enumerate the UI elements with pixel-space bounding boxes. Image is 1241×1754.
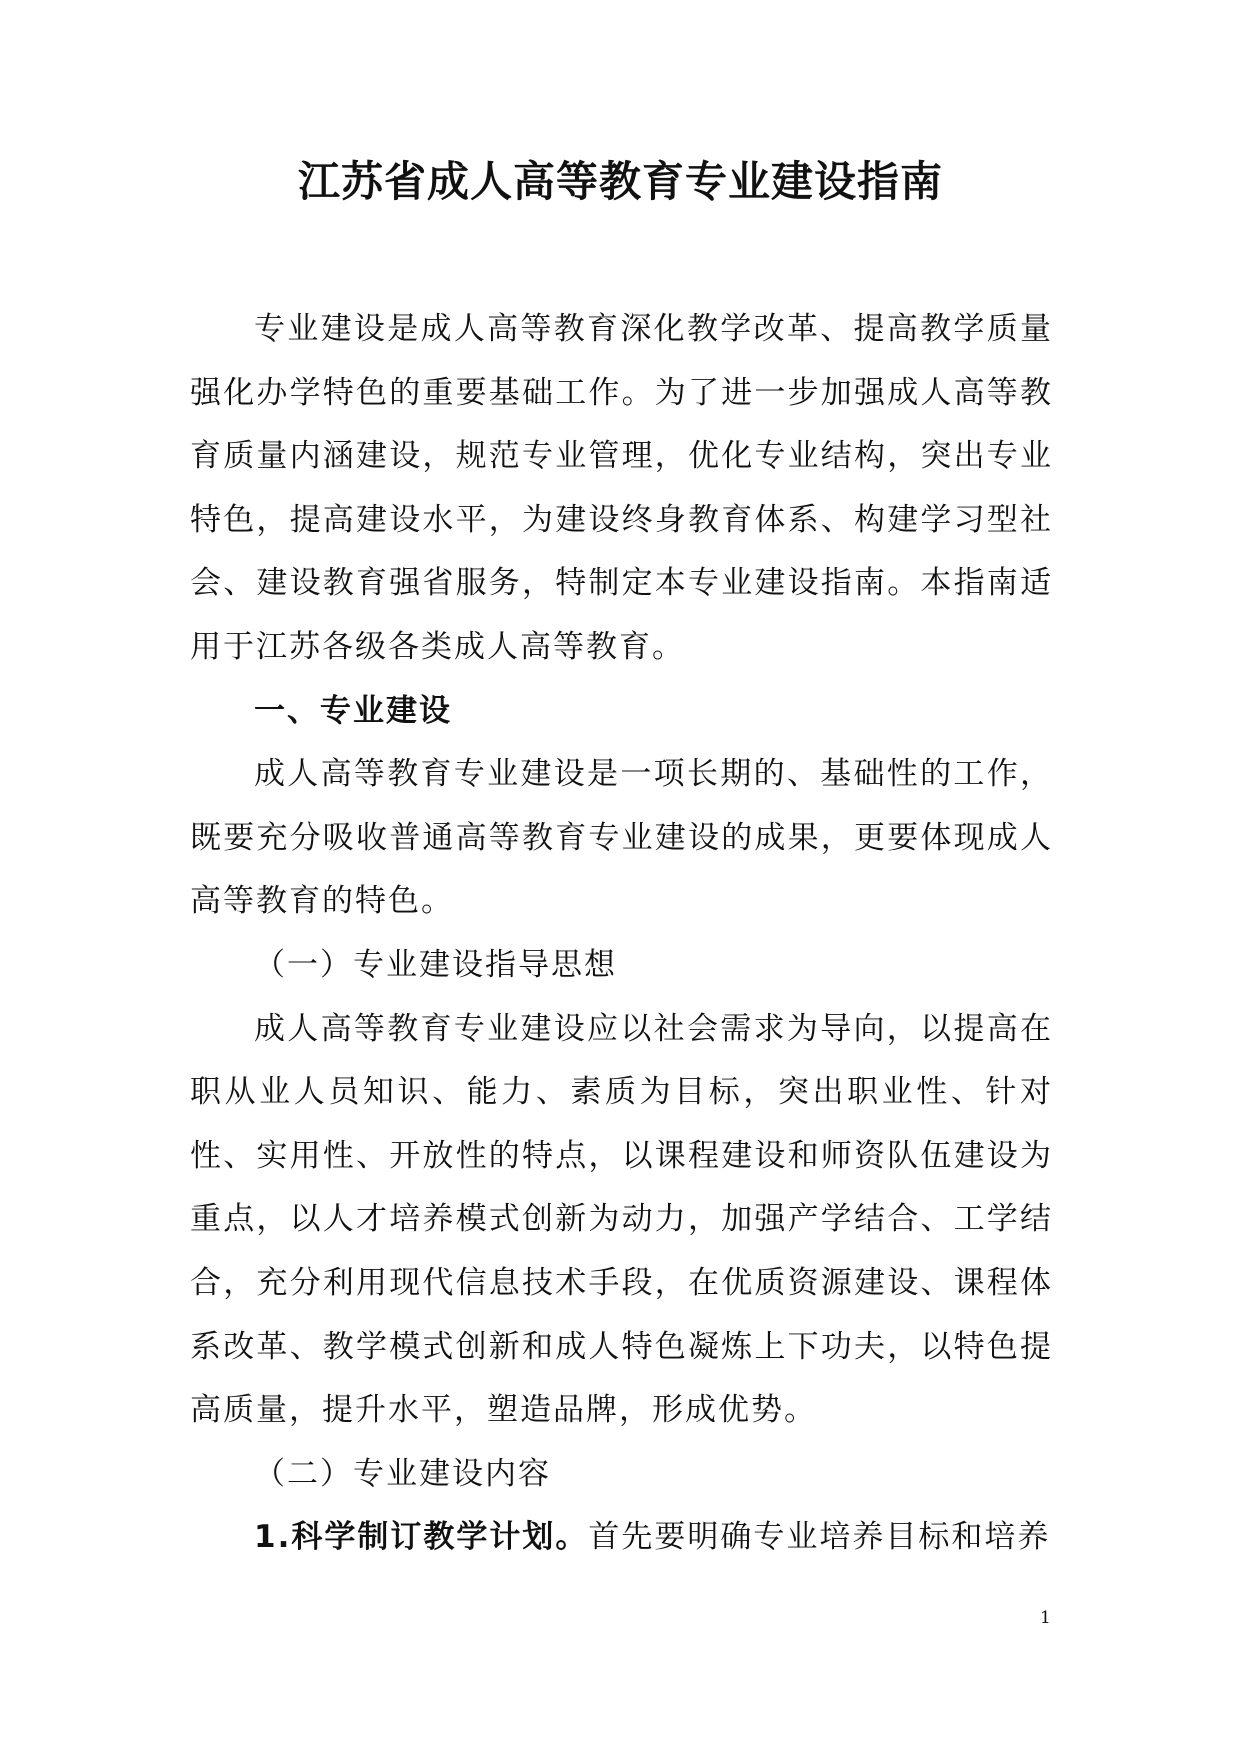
subsection-1-paragraph: 成人高等教育专业建设应以社会需求为导向，以提高在职从业人员知识、能力、素质为目标，突出职业性、针对性、实用性、开放性的特点，以课程建设和师资队伍建设为重点，以人才培养模式创新为动力，加强产学结合、工学结合，充分利用现代信息技术手段，在优质资源建设、课程体系改革、教学模式创新和成人特色凝炼上下功夫，以特色提高质量，提升水平，塑造品牌，形成优势。: [190, 1010, 1053, 1429]
document-body: [190, 298, 1053, 1570]
section-1-paragraph: 成人高等教育专业建设是一项长期的、基础性的工作，既要充分吸收普通高等教育专业建设的成果，更要体现成人高等教育的特色。: [190, 756, 1053, 920]
subsection-heading-1: （一）专业建设指导思想: [254, 946, 617, 983]
document-title: 江苏省成人高等教育专业建设指南: [297, 157, 943, 206]
item-1-text: 首先要明确专业培养目标和培养: [588, 1519, 1051, 1556]
section-heading-1: 一、专业建设: [254, 692, 452, 729]
item-1-paragraph: [190, 1506, 1053, 1570]
page-number: 1: [1040, 1608, 1051, 1628]
item-1-lead: 1.科学制订教学计划。: [254, 1519, 589, 1556]
subsection-heading-2: （二）专业建设内容: [254, 1455, 551, 1492]
intro-paragraph: 专业建设是成人高等教育深化教学改革、提高教学质量强化办学特色的重要基础工作。为了进一步加强成人高等教育质量内涵建设，规范专业管理，优化专业结构，突出专业特色，提高建设水平，为建设终身教育体系、构建学习型社会、建设教育强省服务，特制定本专业建设指南。本指南适用于江苏各级各类成人高等教育。: [190, 311, 1053, 665]
